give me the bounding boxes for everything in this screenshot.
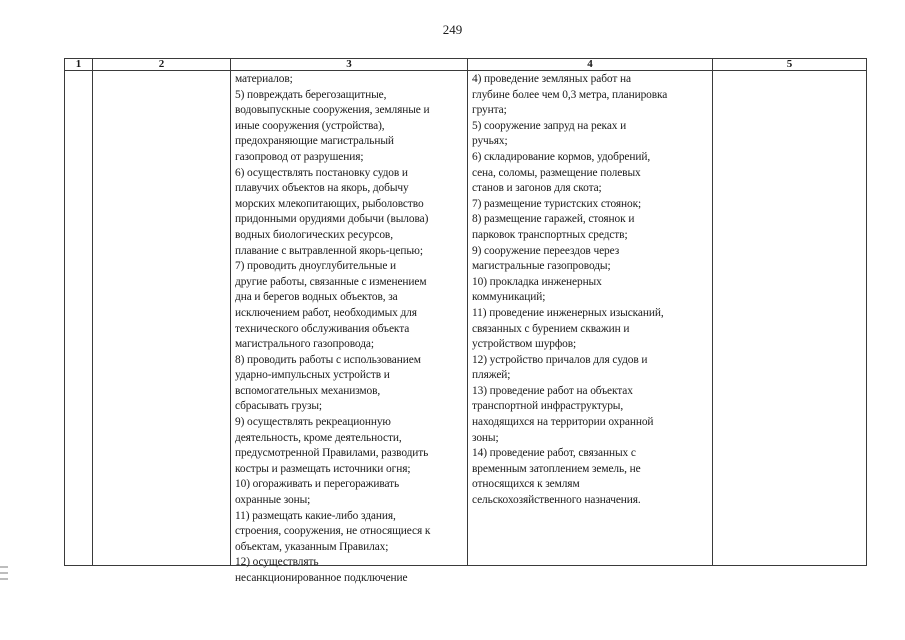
text-line: ручьях; xyxy=(472,135,508,148)
scan-mark xyxy=(0,566,8,568)
text-line: деятельность, кроме деятельности, xyxy=(235,431,402,444)
text-line: иные сооружения (устройства), xyxy=(235,119,385,132)
text-line: вспомогательных механизмов, xyxy=(235,384,381,397)
text-line: зоны; xyxy=(472,431,499,444)
text-line: исключением работ, необходимых для xyxy=(235,306,417,319)
text-line: 11) размещать какие-либо здания, xyxy=(235,509,396,522)
text-line: 10) прокладка инженерных xyxy=(472,275,602,288)
scan-mark xyxy=(0,572,8,574)
text-line: сельскохозяйственного назначения. xyxy=(472,494,641,507)
text-line: плавание с вытравленной якорь-цепью; xyxy=(235,244,423,257)
text-line: 6) осуществлять постановку судов и xyxy=(235,166,408,179)
scan-mark xyxy=(0,578,8,580)
table-header-row xyxy=(65,59,867,71)
text-line: магистрального газопровода; xyxy=(235,338,374,351)
text-line: относящихся к землям xyxy=(472,478,580,491)
text-line: 9) сооружение переездов через xyxy=(472,244,620,257)
page-number: 249 xyxy=(442,22,463,37)
text-line: 12) устройство причалов для судов и xyxy=(472,353,648,366)
text-line: коммуникаций; xyxy=(472,291,546,304)
text-line: устройством шурфов; xyxy=(472,338,577,351)
cell-col-1 xyxy=(65,71,93,566)
text-line: глубине более чем 0,3 метра, планировка xyxy=(472,88,668,101)
text-line: 11) проведение инженерных изысканий, xyxy=(472,306,664,319)
text-line: 8) проводить работы с использованием xyxy=(235,353,421,366)
text-line: водных биологических ресурсов, xyxy=(235,228,393,241)
text-line: костры и размещать источники огня; xyxy=(235,462,411,475)
text-line: несанкционированное подключение xyxy=(235,572,408,584)
text-line: 6) складирование кормов, удобрений, xyxy=(472,150,651,163)
text-line: предусмотренной Правилами, разводить xyxy=(235,447,429,460)
text-line: ударно-импульсных устройств и xyxy=(235,369,390,382)
cell-col-2 xyxy=(93,71,231,566)
cell-col-4 xyxy=(468,71,713,566)
table-row xyxy=(65,71,867,566)
column-header-2: 2 xyxy=(93,59,231,71)
text-line: 14) проведение работ, связанных с xyxy=(472,447,636,460)
text-line: 13) проведение работ на объектах xyxy=(472,384,633,397)
text-line: другие работы, связанные с изменением xyxy=(235,275,427,288)
text-line: материалов; xyxy=(235,73,293,85)
text-line: сена, соломы, размещение полевых xyxy=(472,166,641,179)
text-line: охранные зоны; xyxy=(235,494,311,507)
text-line: 8) размещение гаражей, стоянок и xyxy=(472,213,635,226)
text-line: водовыпускные сооружения, земляные и xyxy=(235,104,430,117)
text-line: 7) проводить дноуглубительные и xyxy=(235,260,397,273)
text-line: 9) осуществлять рекреационную xyxy=(235,416,391,429)
text-line: 12) осуществлять xyxy=(235,556,319,569)
scan-edge-marks xyxy=(0,566,8,584)
column-header-1: 1 xyxy=(65,59,93,71)
column-header-5: 5 xyxy=(713,59,867,71)
regulation-table xyxy=(64,58,867,584)
text-line: транспортной инфраструктуры, xyxy=(472,400,624,413)
text-line: временным затоплением земель, не xyxy=(472,462,641,475)
cell-col-5 xyxy=(713,71,867,566)
text-line: 4) проведение земляных работ на xyxy=(472,73,631,85)
text-line: дна и берегов водных объектов, за xyxy=(235,291,398,304)
text-line: предохраняющие магистральный xyxy=(235,135,394,148)
text-line: технического обслуживания объекта xyxy=(235,322,410,335)
text-line: газопровод от разрушения; xyxy=(235,150,364,163)
cell-col-3 xyxy=(231,71,468,584)
text-line: 7) размещение туристских стоянок; xyxy=(472,197,642,210)
text-line: плавучих объектов на якорь, добычу xyxy=(235,182,409,195)
text-line: строения, сооружения, не относящиеся к xyxy=(235,525,431,538)
column-header-4: 4 xyxy=(468,59,713,71)
text-line: пляжей; xyxy=(472,369,511,382)
text-line: связанных с бурением скважин и xyxy=(472,322,630,335)
column-header-3: 3 xyxy=(231,59,468,71)
text-line: 5) сооружение запруд на реках и xyxy=(472,119,627,132)
text-line: сбрасывать грузы; xyxy=(235,400,322,413)
text-line: объектам, указанным Правилах; xyxy=(235,540,389,553)
text-line: грунта; xyxy=(472,104,507,117)
text-line: станов и загонов для скота; xyxy=(472,182,602,195)
text-line: магистральные газопроводы; xyxy=(472,260,611,273)
text-line: находящихся на территории охранной xyxy=(472,416,654,429)
text-line: 10) огораживать и перегораживать xyxy=(235,478,400,491)
text-line: 5) повреждать берегозащитные, xyxy=(235,88,387,101)
text-line: парковок транспортных средств; xyxy=(472,228,628,241)
text-line: морских млекопитающих, рыболовство xyxy=(235,197,424,210)
text-line: придонными орудиями добычи (вылова) xyxy=(235,213,429,226)
